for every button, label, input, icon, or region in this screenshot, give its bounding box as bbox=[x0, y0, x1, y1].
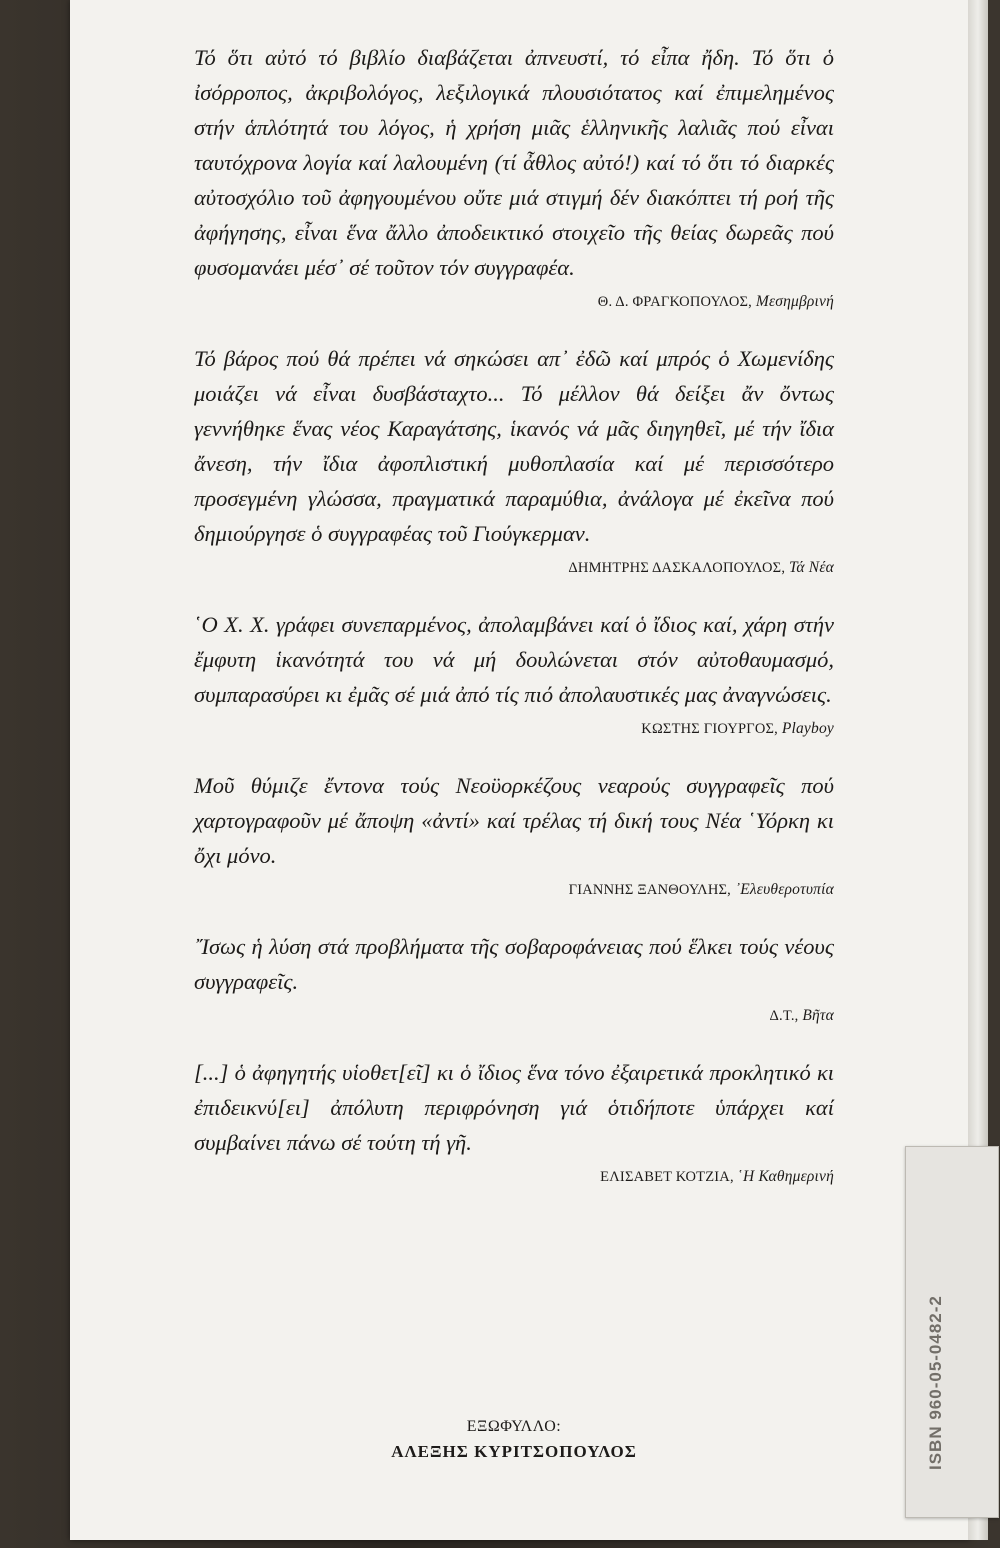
review-1 bbox=[194, 40, 834, 311]
review-quote: Μοῦ θύμιζε ἔντονα τούς Νεοϋορκέζους νεαρούς συγγραφεῖς πού χαρτογραφοῦν μέ ἄποψη «ἀντί» καί τρέλας τή δική τους Νέα ῾Υόρκη κι ὄχι μόνο. bbox=[194, 773, 834, 868]
review-author: ΕΛΙΣΑΒΕΤ ΚΟΤΖΙΑ, bbox=[600, 1169, 734, 1185]
review-attribution bbox=[194, 1007, 834, 1025]
review-3 bbox=[194, 607, 834, 738]
review-2 bbox=[194, 341, 834, 577]
review-attribution bbox=[194, 720, 834, 738]
review-author: ΔΗΜΗΤΡΗΣ ΔΑΣΚΑΛΟΠΟΥΛΟΣ, bbox=[568, 560, 786, 576]
reviews-section bbox=[194, 40, 834, 1216]
library-sticker bbox=[905, 1146, 999, 1518]
review-author: Δ.Τ., bbox=[769, 1008, 799, 1024]
credits-label: ΕΞΩΦΥΛΛΟ: bbox=[466, 1418, 562, 1435]
review-quote: [...] ὁ ἀφηγητής υἱοθετ[εῖ] κι ὁ ἴδιος ἕνα τόνο ἐξαιρετικά προκλητικό κι ἐπιδεικνύ[ει] ἀπόλυτη περιφρόνηση γιά ὁτιδήποτε ὑπάρχει καί συμβαίνει πάνω σέ τούτη τή γῆ. bbox=[194, 1060, 834, 1155]
review-source: Βῆτα bbox=[802, 1007, 834, 1024]
review-author: Θ. Δ. ΦΡΑΓΚΟΠΟΥΛΟΣ, bbox=[597, 294, 752, 310]
review-6 bbox=[194, 1055, 834, 1186]
review-quote: ῾Ο Χ. Χ. γράφει συνεπαρμένος, ἀπολαμβάνει καί ὁ ἴδιος καί, χάρη στήν ἔμφυτη ἱκανότητά του νά μή δουλώνεται στόν αὐτοθαυμασμό, συμπαρασύρει κι ἐμᾶς σέ μιά ἀπό τίς πιό ἀπολαυστικές μας ἀναγνώσεις. bbox=[194, 612, 834, 707]
review-quote: Τό ὅτι αὐτό τό βιβλίο διαβάζεται ἀπνευστί, τό εἶπα ἤδη. Τό ὅτι ὁ ἰσόρροπος, ἀκριβολόγος, λεξιλογικά πλουσιότατος καί ἐπιμελημένος στήν ἁπλότητά του λόγος, ἡ χρήση μιᾶς ἑλληνικῆς λαλιᾶς πού εἶναι ταυτόχρονα λογία καί λαλουμένη (τί ἆθλος αὐτό!) καί τό ὅτι τό διαρκές αὐτοσχόλιο τοῦ ἀφηγουμένου οὔτε μιά στιγμή δέν διακόπτει τή ροή τῆς ἀφήγησης, εἶναι ἕνα ἄλλο ἀποδεικτικό στοιχεῖο τῆς θείας δωρεᾶς πού φυσομανάει μέσ᾽ σέ τοῦτον τόν συγγραφέα. bbox=[194, 45, 834, 280]
review-source: Μεσημβρινή bbox=[755, 293, 834, 310]
cover-credits bbox=[194, 1418, 834, 1462]
review-quote: ῎Ισως ἡ λύση στά προβλήματα τῆς σοβαροφάνειας πού ἕλκει τούς νέους συγγραφεῖς. bbox=[194, 934, 834, 994]
review-source: ᾽Ελευθεροτυπία bbox=[734, 881, 834, 898]
review-attribution bbox=[194, 559, 834, 577]
review-source: ῾Η Καθημερινή bbox=[737, 1168, 834, 1185]
review-attribution bbox=[194, 1168, 834, 1186]
review-quote: Τό βάρος πού θά πρέπει νά σηκώσει απ᾽ ἐδῶ καί μπρός ὁ Χωμενίδης μοιάζει νά εἶναι δυσβάσταχτο... Τό μέλλον θά δείξει ἄν ὄντως γεννήθηκε ἕνας νέος Καραγάτσης, ἱκανός νά μᾶς διηγηθεῖ, μέ τήν ἴδια ἄνεση, τήν ἴδια ἀφοπλιστική μυθοπλασία καί μέ περισσότερο προσεγμένη γλώσσα, πραγματικά παραμύθια, ἀνάλογα μέ ἐκεῖνα πού δημιούργησε ὁ συγγραφέας τοῦ Γιούγκερμαν. bbox=[194, 346, 834, 546]
review-attribution bbox=[194, 293, 834, 311]
review-source: Τά Νέα bbox=[788, 559, 834, 576]
review-author: ΓΙΑΝΝΗΣ ΞΑΝΘΟΥΛΗΣ, bbox=[568, 882, 732, 898]
review-author: ΚΩΣΤΗΣ ΓΙΟΥΡΓΟΣ, bbox=[641, 721, 778, 737]
review-4 bbox=[194, 768, 834, 899]
credits-name: ΑΛΕΞΗΣ ΚΥΡΙΤΣΟΠΟΥΛΟΣ bbox=[391, 1442, 637, 1461]
review-attribution bbox=[194, 881, 834, 899]
isbn-label: ISBN 960-05-0482-2 bbox=[926, 1295, 945, 1470]
review-source: Playboy bbox=[781, 720, 834, 737]
review-5 bbox=[194, 929, 834, 1025]
